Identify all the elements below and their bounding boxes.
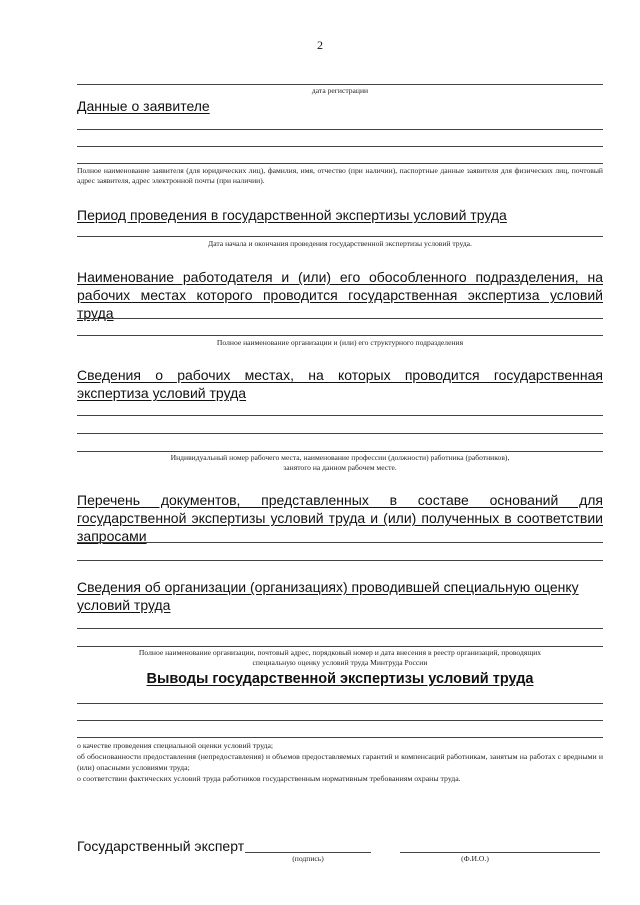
conclusion-item-1: о качестве проведения специальной оценки условий труда;: [77, 741, 274, 750]
conclusions-field-line-2[interactable]: [77, 720, 603, 721]
organization-field-line-2[interactable]: [77, 646, 603, 647]
documents-field-line-1[interactable]: [77, 542, 603, 543]
applicant-field-line-1[interactable]: [77, 129, 603, 130]
workplaces-field-line-1[interactable]: [77, 415, 603, 416]
signature-label: Государственный эксперт: [77, 838, 245, 854]
registration-caption: дата регистрации: [311, 86, 369, 95]
employer-heading: Наименование работодателя и (или) его обособленного подразделения, на рабочих местах которого проводится государственная экспертиза условий труда: [77, 269, 603, 321]
conclusions-field-line-3[interactable]: [77, 737, 603, 738]
name-caption: (Ф.И.О.): [461, 854, 489, 863]
period-heading: Период проведения в государственной экспертизы условий труда: [77, 207, 507, 223]
employer-field-line-1[interactable]: [77, 318, 603, 319]
applicant-field-line-3[interactable]: [77, 163, 603, 164]
employer-field-line-2[interactable]: [77, 335, 603, 336]
workplaces-caption-line-2: занятого на данном рабочем месте.: [283, 463, 397, 472]
period-caption: Дата начала и окончания проведения государственной экспертизы условий труда.: [208, 239, 472, 248]
applicant-heading: Данные о заявителе: [77, 98, 210, 114]
conclusions-field-line-1[interactable]: [77, 703, 603, 704]
name-field-line[interactable]: [400, 852, 600, 853]
registration-field-line[interactable]: [77, 84, 603, 85]
applicant-field-line-2[interactable]: [77, 146, 603, 147]
employer-caption: Полное наименование организации и (или) его структурного подразделения: [216, 338, 464, 347]
workplaces-field-line-3[interactable]: [77, 451, 603, 452]
applicant-caption: Полное наименование заявителя (для юридических лиц), фамилия, имя, отчество (при наличии), паспортные данные заявителя для физических лиц, почтовый адрес заявителя, адрес электронной почты (при наличии).: [77, 166, 603, 185]
conclusions-title: Выводы государственной экспертизы условий труда: [146, 671, 534, 687]
organization-heading: Сведения об организации (организациях) проводившей специальную оценку условий труда: [77, 579, 579, 613]
documents-field-line-2[interactable]: [77, 560, 603, 561]
organization-caption-line-2: специальную оценку условий труда Минтруда России: [252, 658, 428, 667]
signature-caption: (подпись): [292, 854, 324, 863]
organization-field-line-1[interactable]: [77, 628, 603, 629]
workplaces-caption-line-1: Индивидуальный номер рабочего места, наименование профессии (должности) работника (работников),: [170, 453, 510, 462]
workplaces-heading: Сведения о рабочих местах, на которых проводится государственная экспертиза условий труда: [77, 367, 603, 401]
organization-caption-line-1: Полное наименование организации, почтовый адрес, порядковый номер и дата внесения в реестр организаций, проводящих: [138, 648, 542, 657]
signature-field-line[interactable]: [245, 852, 371, 853]
workplaces-field-line-2[interactable]: [77, 433, 603, 434]
period-field-line[interactable]: [77, 236, 603, 237]
documents-heading: Перечень документов, представленных в составе оснований для государственной экспертизы условий труда и (или) полученных в соответствии запросами: [77, 492, 603, 544]
page-number: 2: [317, 38, 323, 52]
conclusion-item-3: о соответствии фактических условий труда работников государственным нормативным требованиям охраны труда.: [77, 774, 461, 783]
conclusion-item-2: об обоснованности предоставления (непредоставления) и объемов предоставляемых гарантий и компенсаций работникам, занятым на работах с вредными и (или) опасными условиями труда;: [77, 752, 603, 772]
